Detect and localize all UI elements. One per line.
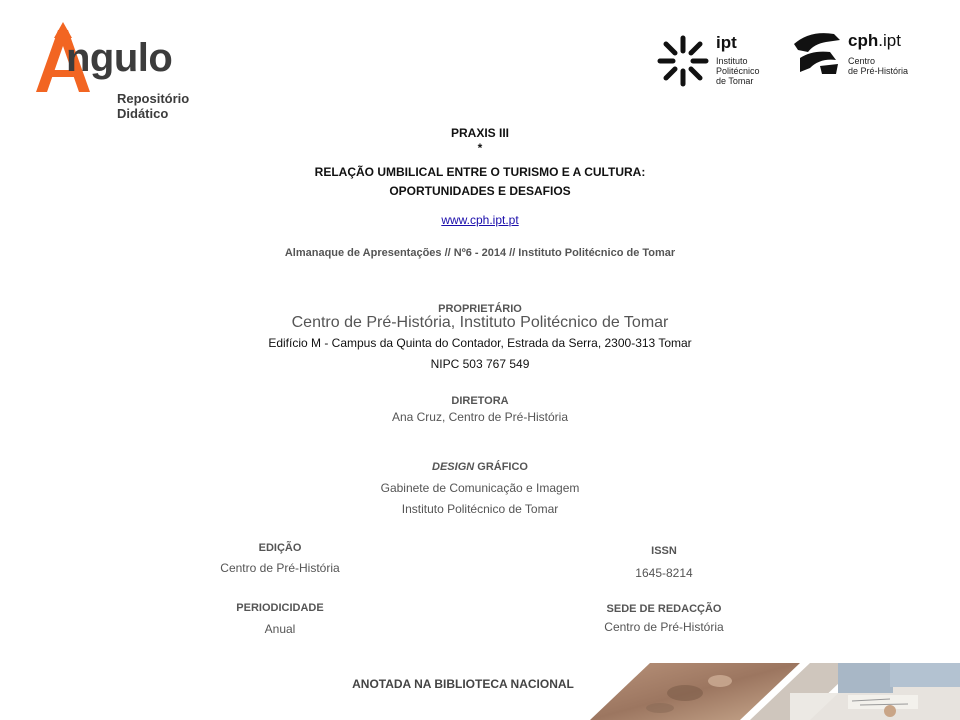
sede-heading: SEDE DE REDACÇÃO: [606, 603, 722, 615]
diretora-value: Ana Cruz, Centro de Pré-História: [391, 410, 569, 424]
ipt-logo-name: ipt: [716, 33, 737, 52]
design-heading-italic: DESIGN: [432, 461, 475, 473]
ipt-sub-line2: Politécnico: [716, 66, 760, 76]
website-link[interactable]: www.cph.ipt.pt: [441, 213, 519, 227]
proprietario-nipc: NIPC 503 767 549: [430, 357, 530, 371]
ipt-logo-subtitle: [716, 56, 760, 86]
angulo-subtitle-line1: Repositório: [117, 91, 190, 106]
cph-logo-name: [848, 31, 901, 51]
ipt-logo-icon: [656, 34, 710, 88]
cph-sub-line1: Centro: [848, 56, 876, 66]
footer-note: ANOTADA NA BIBLIOTECA NACIONAL: [352, 677, 574, 691]
edicao-heading: EDIÇÃO: [258, 542, 302, 554]
issn-value: 1645-8214: [635, 566, 693, 580]
angulo-logo-word: ngulo: [66, 36, 173, 80]
periodicidade-heading: PERIODICIDADE: [236, 602, 324, 614]
ipt-sub-line1: Instituto: [716, 56, 748, 66]
periodicidade-value: Anual: [264, 622, 296, 636]
cph-logo-icon: [790, 28, 844, 78]
issn-heading: ISSN: [651, 545, 677, 557]
proprietario-heading: PROPRIETÁRIO: [438, 303, 522, 315]
title-praxis: PRAXIS III: [450, 126, 509, 140]
cph-name-bold: cph: [848, 31, 879, 50]
design-heading: [0, 461, 960, 473]
title-asterisk: *: [477, 141, 483, 155]
ipt-sub-line3: de Tomar: [716, 76, 754, 86]
diretora-heading: DIRETORA: [451, 395, 509, 407]
edicao-value: Centro de Pré-História: [220, 561, 340, 575]
website-row: [0, 211, 960, 229]
cph-name-light: .ipt: [878, 31, 901, 50]
design-line1: Gabinete de Comunicação e Imagem: [380, 481, 580, 495]
title-main-line2: OPORTUNIDADES E DESAFIOS: [389, 184, 571, 198]
design-line2: Instituto Politécnico de Tomar: [401, 502, 559, 516]
proprietario-name: Centro de Pré-História, Instituto Politécnico de Tomar: [291, 314, 669, 331]
excavation-photo: [590, 663, 960, 720]
title-main-line1: RELAÇÃO UMBILICAL ENTRE O TURISMO E A CULTURA:: [314, 165, 646, 179]
angulo-logo-subtitle: [117, 91, 189, 121]
almanac-line: Almanaque de Apresentações // Nº6 - 2014 // Instituto Politécnico de Tomar: [284, 247, 676, 259]
sede-value: Centro de Pré-História: [604, 620, 724, 634]
cph-logo-subtitle: [848, 56, 908, 76]
proprietario-address: Edifício M - Campus da Quinta do Contador, Estrada da Serra, 2300-313 Tomar: [268, 336, 692, 350]
angulo-subtitle-line2: Didático: [117, 106, 169, 121]
design-heading-rest: GRÁFICO: [474, 461, 528, 473]
cph-sub-line2: de Pré-História: [848, 66, 909, 76]
